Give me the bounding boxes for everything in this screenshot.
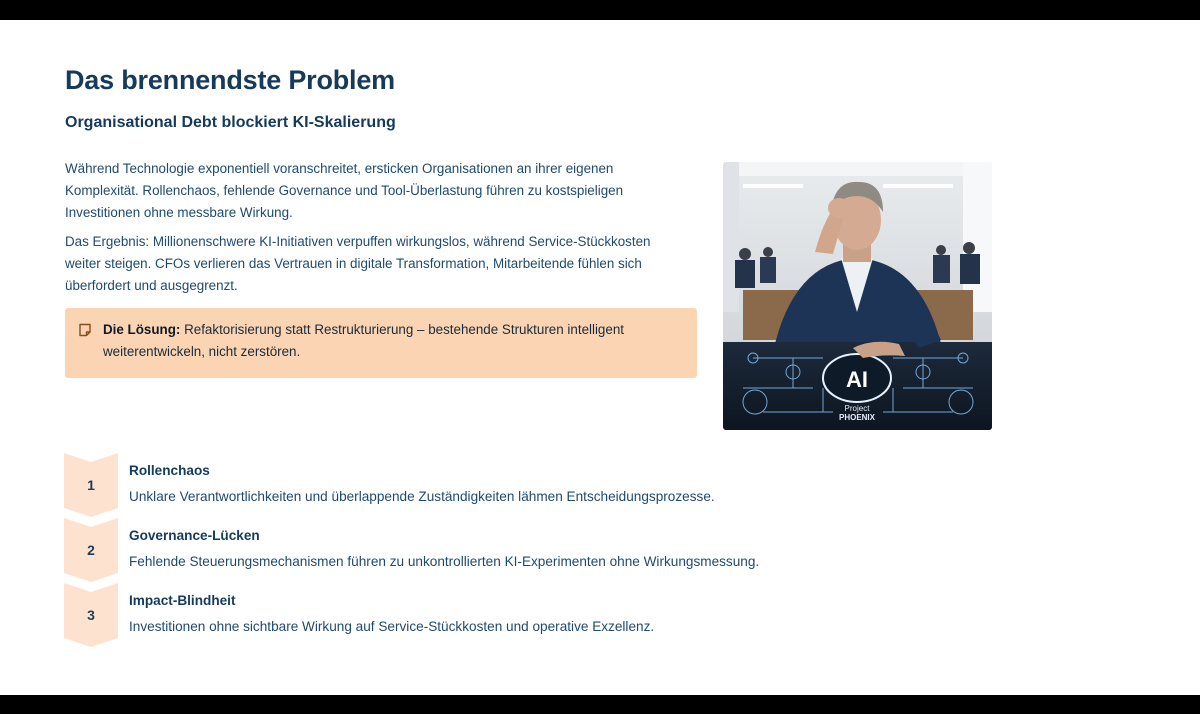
paragraph-1: Während Technologie exponentiell voranschreitet, ersticken Organisationen an ihrer eigenen Komplexität. Rollenchaos, fehlende Governance und Tool-Überlastung führen zu kostspieligen Investitionen ohne messbare Wirkung. [65, 161, 624, 220]
list-item [0, 583, 900, 648]
item-title: Rollenchaos [129, 463, 210, 478]
tablet-ai-text: AI [846, 367, 868, 392]
tablet-phoenix-text: PHOENIX [838, 413, 876, 422]
step-number: 1 [87, 477, 95, 493]
item-description: Investitionen ohne sichtbare Wirkung auf Service-Stückkosten und operative Exzellenz. [129, 619, 655, 634]
solution-body: Refaktorisierung statt Restrukturierung – bestehende Strukturen intelligent weiterentwickeln, nicht zerstören. [103, 322, 624, 359]
step-chevron [64, 453, 118, 517]
solution-callout [65, 308, 697, 378]
step-number: 2 [87, 542, 95, 558]
note-icon [78, 323, 92, 337]
list-item [0, 453, 900, 518]
slide [0, 20, 1200, 695]
item-description: Fehlende Steuerungsmechanismen führen zu unkontrollierten KI-Experimenten ohne Wirkungsmessung. [129, 554, 760, 569]
item-description: Unklare Verantwortlichkeiten und überlappende Zuständigkeiten lähmen Entscheidungsprozesse. [129, 489, 715, 504]
item-title: Impact-Blindheit [129, 593, 236, 608]
page-title: Das brennendste Problem [65, 65, 395, 95]
step-number: 3 [87, 607, 95, 623]
solution-label: Die Lösung: [103, 322, 181, 337]
page-subtitle: Organisational Debt blockiert KI-Skalierung [65, 114, 396, 131]
hero-image [723, 162, 992, 430]
intro-text [65, 158, 685, 304]
tablet-project-text: Project [844, 404, 870, 413]
solution-text [103, 319, 677, 363]
step-chevron [64, 583, 118, 647]
step-chevron [64, 518, 118, 582]
list-item [0, 518, 900, 583]
paragraph-2: Das Ergebnis: Millionenschwere KI-Initiativen verpuffen wirkungslos, während Service-Stückkosten weiter steigen. CFOs verlieren das Vertrauen in digitale Transformation, Mitarbeitende fühlen sich überfordert und ausgegrenzt. [65, 234, 651, 293]
item-title: Governance-Lücken [129, 528, 260, 543]
